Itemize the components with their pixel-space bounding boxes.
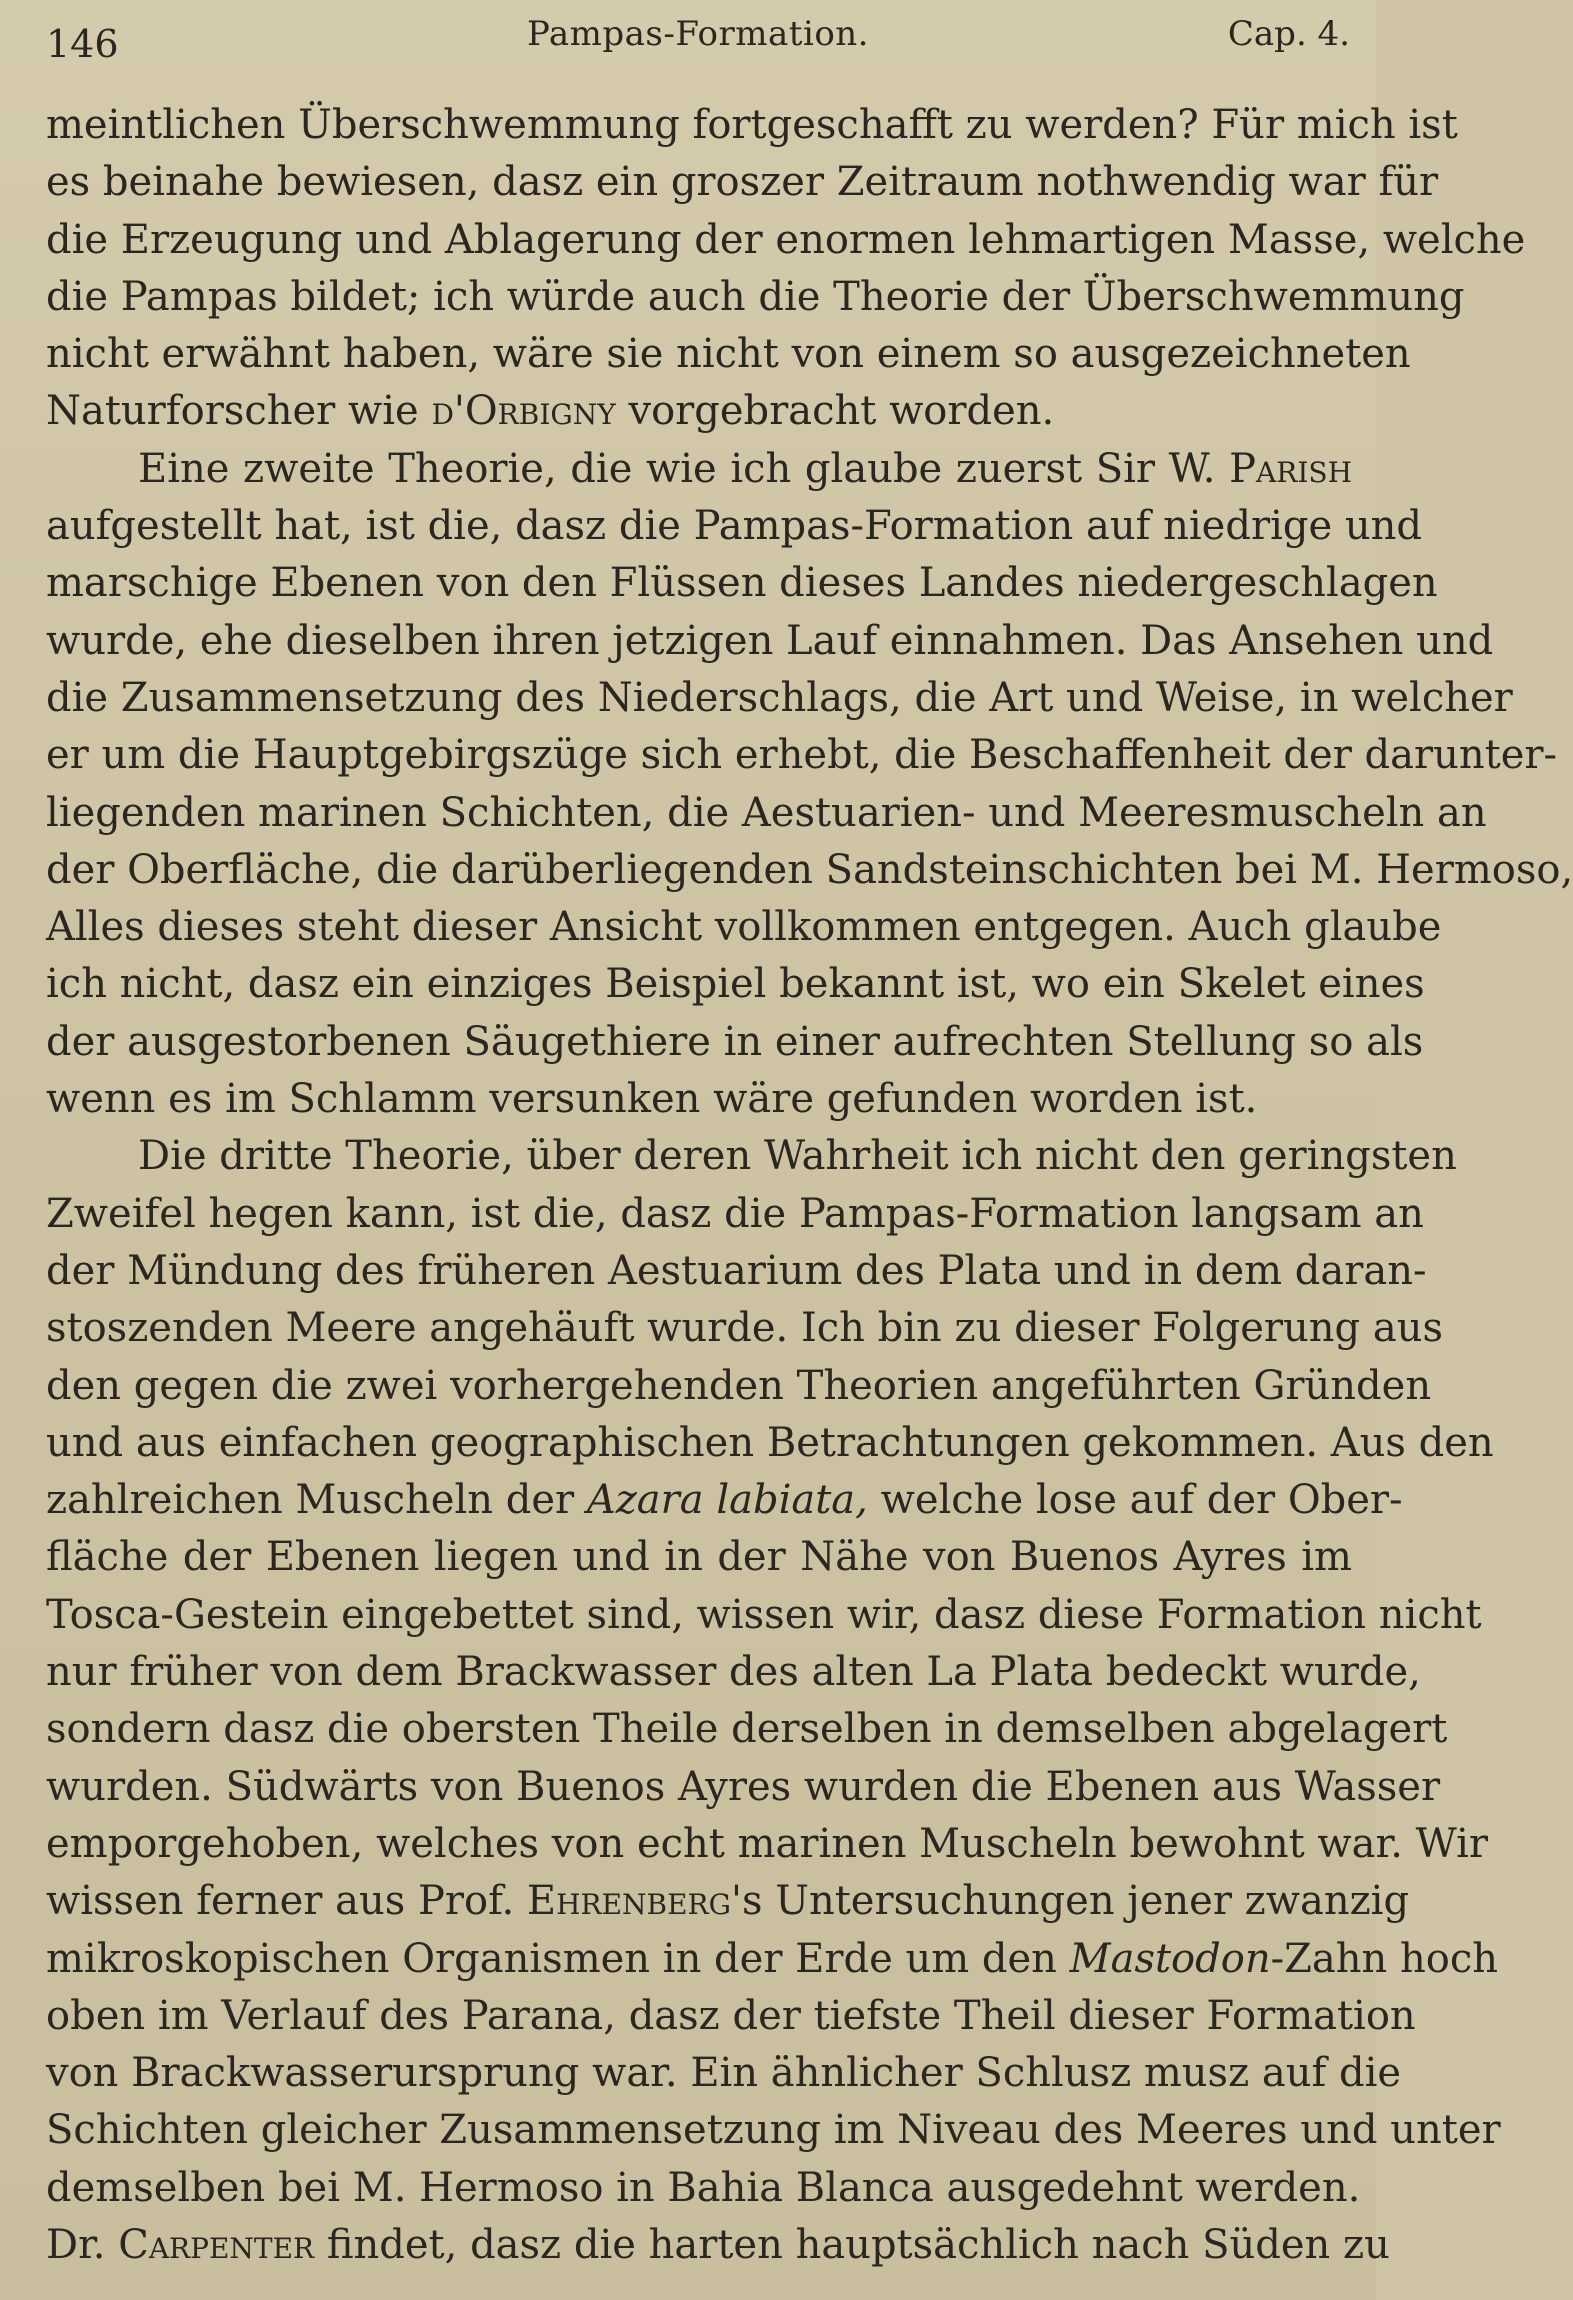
text-line: [46, 1358, 1432, 1415]
chapter-reference: Cap. 4.: [1227, 14, 1350, 54]
text-line: [46, 1529, 1352, 1586]
text-segment: zahlreichen Muscheln der: [46, 1477, 587, 1524]
running-head: [46, 14, 1350, 64]
text-segment: und aus einfachen geographischen Betrachtungen gekommen. Aus den: [46, 1419, 1494, 1466]
text-line: [46, 1931, 1498, 1988]
text-segment: nicht erwähnt haben, wäre sie nicht von einem so ausgezeichneten: [46, 331, 1411, 378]
author-name: Parish: [1229, 445, 1352, 492]
text-line: [46, 441, 1352, 498]
text-segment: Alles dieses steht dieser Ansicht vollkommen entgegen. Auch glaube: [46, 904, 1442, 951]
running-title: Pampas-Formation.: [526, 14, 869, 54]
text-line: [46, 1759, 1441, 1816]
text-line: [46, 727, 1558, 784]
text-line: [46, 1587, 1482, 1644]
text-segment: wenn es im Schlamm versunken wäre gefunden worden ist.: [46, 1076, 1258, 1123]
text-segment: Tosca-Gestein eingebettet sind, wissen wir, dasz diese Formation nicht: [46, 1591, 1482, 1638]
text-segment: der ausgestorbenen Säugethiere in einer aufrechten Stellung so als: [46, 1018, 1424, 1065]
text-line: [46, 899, 1442, 956]
text-line: [46, 555, 1438, 612]
text-line: [46, 154, 1439, 211]
text-line: [46, 383, 1352, 440]
text-line: [46, 1472, 1403, 1529]
text-line: [46, 1988, 1416, 2045]
text-segment: Zweifel hegen kann, ist die, dasz die Pampas-Formation langsam an: [46, 1190, 1424, 1237]
text-line: [46, 1186, 1424, 1243]
text-line: [46, 2102, 1501, 2159]
text-segment: Naturforscher wie: [46, 388, 432, 435]
author-name: Ehrenberg: [526, 1878, 731, 1925]
text-segment: Schichten gleicher Zusammensetzung im Niveau des Meeres und unter: [46, 2107, 1501, 2154]
text-line: [46, 1071, 1352, 1128]
text-segment: nur früher von dem Brackwasser des alten La Plata bedeckt wurde,: [46, 1649, 1421, 1696]
text-segment: stoszenden Meere angehäuft wurde. Ich bin zu dieser Folgerung aus: [46, 1305, 1443, 1352]
text-segment: die Erzeugung und Ablagerung der enormen lehmartigen Masse, welche: [46, 216, 1526, 263]
text-line: [46, 1128, 1457, 1185]
text-line: [46, 1701, 1448, 1758]
text-segment: findet, dasz die harten hauptsächlich nach Süden zu: [314, 2221, 1390, 2268]
text-line: [46, 2045, 1402, 2102]
text-segment: marschige Ebenen von den Flüssen dieses Landes niedergeschlagen: [46, 560, 1438, 607]
author-name: Carpenter: [118, 2221, 315, 2268]
text-segment: aufgestellt hat, ist die, dasz die Pampas-Formation auf niedrige und: [46, 503, 1422, 550]
text-line: [46, 670, 1513, 727]
text-line: [46, 842, 1573, 899]
body-text: [46, 97, 1573, 2274]
text-line: [46, 785, 1487, 842]
text-segment: fläche der Ebenen liegen und in der Nähe von Buenos Ayres im: [46, 1534, 1352, 1581]
text-segment: -Zahn hoch: [1270, 1935, 1498, 1982]
text-segment: mikroskopischen Organismen in der Erde um den: [46, 1935, 1070, 1982]
text-line: [46, 1816, 1488, 1873]
text-segment: emporgehoben, welches von echt marinen Muscheln bewohnt war. Wir: [46, 1820, 1488, 1867]
text-segment: der Mündung des früheren Aestuarium des Plata und in dem daran-: [46, 1247, 1427, 1294]
text-line: [46, 1014, 1424, 1071]
text-line: [46, 613, 1494, 670]
text-line: [46, 1873, 1410, 1930]
text-segment: welche lose auf der Ober-: [867, 1477, 1403, 1524]
text-line: [46, 498, 1422, 555]
text-segment: oben im Verlauf des Parana, dasz der tiefste Theil dieser Formation: [46, 1992, 1416, 2039]
text-segment: die Pampas bildet; ich würde auch die Theorie der Überschwemmung: [46, 273, 1465, 320]
text-segment: 's Untersuchungen jener zwanzig: [731, 1878, 1410, 1925]
text-segment: Eine zweite Theorie, die wie ich glaube zuerst Sir W.: [138, 445, 1230, 492]
text-segment: Die dritte Theorie, über deren Wahrheit ich nicht den geringsten: [138, 1133, 1457, 1180]
text-line: [46, 2217, 1390, 2274]
text-segment: demselben bei M. Hermoso in Bahia Blanca ausgedehnt werden.: [46, 2164, 1361, 2211]
text-line: [46, 1300, 1443, 1357]
text-line: [46, 1415, 1494, 1472]
text-segment: vorgebracht worden.: [615, 388, 1055, 435]
text-line: [46, 97, 1458, 154]
text-line: [46, 326, 1411, 383]
text-line: [46, 2160, 1361, 2217]
text-segment: Dr.: [46, 2221, 119, 2268]
text-line: [46, 269, 1465, 326]
text-segment: ich nicht, dasz ein einziges Beispiel bekannt ist, wo ein Skelet eines: [46, 961, 1425, 1008]
text-line: [46, 956, 1425, 1013]
page-number: 146: [46, 22, 119, 66]
text-segment: er um die Hauptgebirgszüge sich erhebt, die Beschaffenheit der darunter-: [46, 732, 1558, 779]
text-segment: die Zusammensetzung des Niederschlags, die Art und Weise, in welcher: [46, 674, 1513, 721]
italic-term: Mastodon: [1069, 1935, 1271, 1982]
text-segment: von Brackwasserursprung war. Ein ähnlicher Schlusz musz auf die: [46, 2050, 1402, 2097]
text-segment: es beinahe bewiesen, dasz ein groszer Zeitraum nothwendig war für: [46, 159, 1439, 206]
text-line: [46, 212, 1526, 269]
italic-term: Azara labiata,: [586, 1477, 868, 1524]
text-segment: den gegen die zwei vorhergehenden Theorien angeführten Gründen: [46, 1362, 1432, 1409]
text-segment: wissen ferner aus Prof.: [46, 1878, 527, 1925]
author-name: d'Orbigny: [431, 388, 616, 435]
text-segment: sondern dasz die obersten Theile derselben in demselben abgelagert: [46, 1706, 1448, 1753]
text-segment: liegenden marinen Schichten, die Aestuarien- und Meeresmuscheln an: [46, 789, 1487, 836]
text-segment: der Oberfläche, die darüberliegenden Sandsteinschichten bei M. Hermoso,: [46, 846, 1573, 893]
text-segment: wurde, ehe dieselben ihren jetzigen Lauf einnahmen. Das Ansehen und: [46, 617, 1494, 664]
text-segment: meintlichen Überschwemmung fortgeschafft zu werden? Für mich ist: [46, 102, 1458, 148]
text-segment: wurden. Südwärts von Buenos Ayres wurden die Ebenen aus Wasser: [46, 1763, 1441, 1810]
text-line: [46, 1644, 1421, 1701]
text-line: [46, 1243, 1427, 1300]
